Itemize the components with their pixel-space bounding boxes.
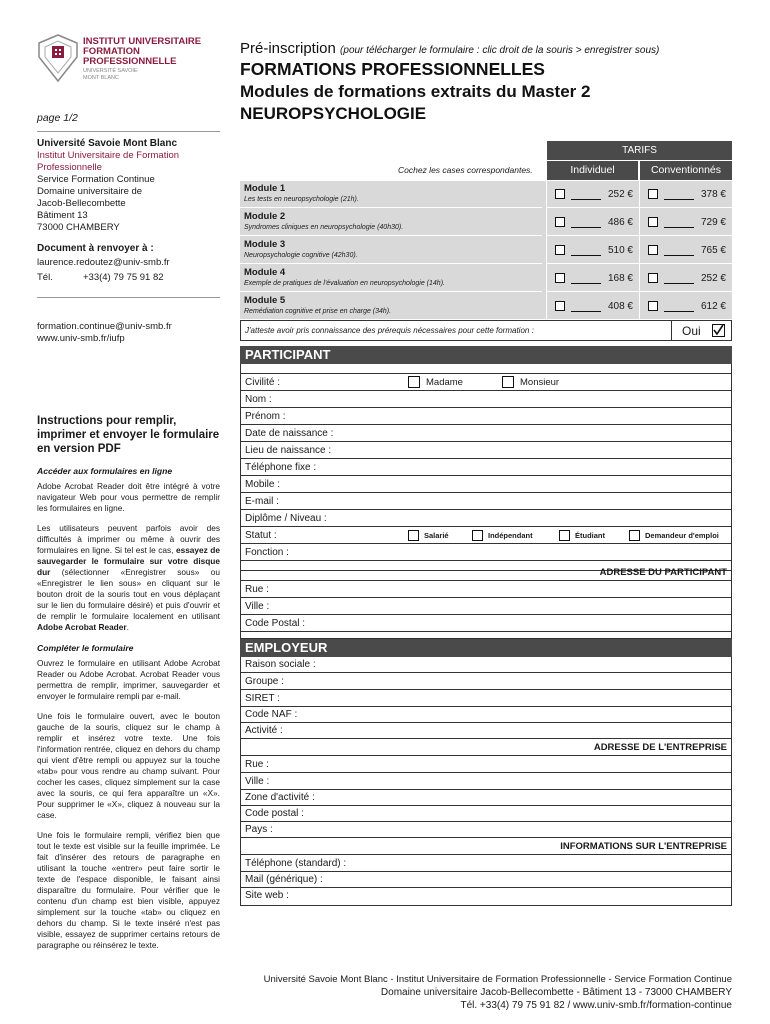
module-row: Module 4 Exemple de pratiques de l'évaluation en neuropsychologie (14h). (240, 265, 542, 292)
adresse-participant-heading: ADRESSE DU PARTICIPANT (240, 564, 732, 581)
emp-ville-field[interactable]: Ville : (240, 773, 732, 790)
divider (37, 297, 220, 298)
header-title2: Modules de formations extraits du Master 2 (240, 82, 591, 101)
footer-line2: Domaine universitaire Jacob-Bellecombette - Bâtiment 13 - 73000 CHAMBERY (380, 987, 732, 998)
zone-field[interactable]: Zone d'activité : (240, 789, 732, 806)
instructions-h1: Accéder aux formulaires en ligne (37, 466, 173, 476)
contact-org2: Institut Universitaire de Formation (37, 150, 180, 161)
activite-field[interactable]: Activité : (240, 722, 732, 739)
emp-web-field[interactable]: Site web : (245, 890, 289, 901)
price-individuel[interactable]: 252 € (547, 181, 639, 208)
contact-org1: Université Savoie Mont Blanc (37, 138, 178, 149)
logo-line5: MONT BLANC (83, 75, 119, 81)
infos-entreprise-heading: INFORMATIONS SUR L'ENTREPRISE (240, 838, 732, 855)
statut-row: Statut : (240, 527, 732, 544)
instructions-p1: Adobe Acrobat Reader doit être intégré à votre navigateur Web pour vous permettre de remplir les formulaires en ligne. (37, 481, 220, 513)
contact-line5: 73000 CHAMBERY (37, 222, 120, 233)
checkbox-icon[interactable] (559, 530, 570, 541)
contact-line1: Service Formation Continue (37, 174, 155, 185)
spacer-row (240, 364, 732, 374)
lieu-field[interactable]: Lieu de naissance : (240, 442, 732, 459)
module-row: Module 5 Remédiation cognitive et prise en charge (34h). (240, 293, 542, 320)
instructions-body (37, 466, 220, 960)
checkbox-icon[interactable] (648, 217, 658, 227)
page-header (240, 40, 659, 57)
adresse-entreprise-heading: ADRESSE DE L'ENTREPRISE (240, 739, 732, 756)
checkbox-icon[interactable] (408, 376, 420, 388)
price-individuel[interactable]: 486 € (547, 209, 639, 236)
checked-box-icon[interactable] (712, 324, 725, 337)
contact-line2: Domaine universitaire de (37, 186, 143, 197)
checkbox-icon[interactable] (648, 273, 658, 283)
pays-field[interactable]: Pays : (240, 821, 732, 838)
instructions-p5: Une fois le formulaire rempli, vérifiez bien que tout le texte est visible sur la feuille imprimée. Le fait d'insérer des retours de paragraphe en utilisant la touche «entrer» peut faire sortir le texte de l'espace disponible, le faisant ainsi disparaître du formulaire. Pour vérifier que le contenu d'un champ est bien visible, appuyez simplement sur la touche «tab» ou cliquez en dehors du champ. Si le texte inséré n'est pas visible, essayez de supprimer certains retours de paragraphe ou réinsérez le texte. (37, 830, 220, 950)
siret-field[interactable]: SIRET : (240, 690, 732, 707)
price-conventionne[interactable]: 378 € (640, 181, 732, 208)
col-conventionnes: Conventionnés (640, 161, 732, 180)
checkbox-icon[interactable] (408, 530, 419, 541)
option-independant[interactable]: Indépendant (472, 530, 533, 541)
module-row: Module 3 Neuropsychologie cognitive (42h30). (240, 237, 542, 264)
header-title3: NEUROPSYCHOLOGIE (240, 104, 427, 123)
option-demandeur[interactable]: Demandeur d'emploi (629, 530, 719, 541)
checkbox-icon[interactable] (555, 301, 565, 311)
footer-line3: Tél. +33(4) 79 75 91 82 / www.univ-smb.fr/formation-continue (460, 1000, 732, 1011)
footer (212, 973, 732, 1012)
naissance-field[interactable]: Date de naissance : (240, 425, 732, 442)
logo (37, 33, 227, 85)
contact-web[interactable]: www.univ-smb.fr/iufp (37, 333, 125, 344)
emp-tel-field[interactable]: Téléphone (standard) : (240, 855, 732, 872)
groupe-field[interactable]: Groupe : (240, 673, 732, 690)
header-hint: (pour télécharger le formulaire : clic droit de la souris > enregistrer sous) (340, 45, 660, 56)
employeur-section: EMPLOYEUR (240, 639, 732, 657)
tarifs-hint: Cochez les cases correspondantes. (398, 165, 533, 175)
price-conventionne[interactable]: 765 € (640, 237, 732, 264)
mobile-field[interactable]: Mobile : (240, 476, 732, 493)
module-row: Module 1 Les tests en neuropsychologie (21h). (240, 181, 542, 208)
price-conventionne[interactable]: 252 € (640, 265, 732, 292)
contact-email[interactable]: formation.continue@univ-smb.fr (37, 321, 172, 332)
contact-org3: Professionnelle (37, 162, 102, 173)
civilite-row: Civilité : (240, 374, 732, 391)
contact-line4: Bâtiment 13 (37, 210, 88, 221)
raison-field[interactable]: Raison sociale : (240, 656, 732, 673)
checkbox-icon[interactable] (648, 301, 658, 311)
oui-label: Oui (682, 324, 701, 338)
price-individuel[interactable]: 408 € (547, 293, 639, 320)
emp-cp-field[interactable]: Code postal : (240, 805, 732, 822)
doc-email[interactable]: laurence.redoutez@univ-smb.fr (37, 257, 170, 268)
instructions-p4: Une fois le formulaire ouvert, avec le bouton gauche de la souris, cliquez sur le champ à remplir et insérez votre texte. Une fois l'information rentrée, cliquez en dehors du champ qui vient d'être rempli ou appuyez sur la touche «tab» pour vous rendre au champ suivant. Pour cocher les cases, cliquez simplement sur la case avec la souris, ce qui fera apparaître un «X». Pour supprimer le «X», cliquez à nouveau sur la case. (37, 711, 220, 820)
checkbox-icon[interactable] (502, 376, 514, 388)
checkbox-icon[interactable] (555, 189, 565, 199)
footer-line1: Université Savoie Mont Blanc - Institut Universitaire de Formation Professionnelle - Service Formation Continue (263, 974, 732, 985)
price-conventionne[interactable]: 612 € (640, 293, 732, 320)
module-row: Module 2 Syndromes cliniques en neuropsychologie (40h30). (240, 209, 542, 236)
checkbox-icon[interactable] (629, 530, 640, 541)
logo-line1: INSTITUT UNIVERSITAIRE (83, 36, 202, 47)
doc-label: Document à renvoyer à : (37, 243, 154, 254)
contact-line3: Jacob-Bellecombette (37, 198, 126, 209)
tel-label: Tél. (37, 272, 53, 283)
logo-line2: FORMATION (83, 46, 140, 57)
option-salarie[interactable]: Salarié (408, 530, 449, 541)
checkbox-icon[interactable] (648, 245, 658, 255)
attestation-row (240, 320, 732, 341)
diplome-field[interactable]: Diplôme / Niveau : (240, 510, 732, 527)
rue-field[interactable]: Rue : (240, 581, 732, 598)
tarifs-label: TARIFS (547, 141, 732, 160)
instructions-h2: Compléter le formulaire (37, 643, 134, 653)
checkbox-icon[interactable] (555, 217, 565, 227)
price-individuel[interactable]: 168 € (547, 265, 639, 292)
cp-field[interactable]: Code Postal : (240, 615, 732, 632)
fonction-field[interactable]: Fonction : (240, 544, 732, 561)
logo-line3: PROFESSIONNELLE (83, 56, 177, 67)
ville-field[interactable]: Ville : (240, 598, 732, 615)
tel-field[interactable]: Téléphone fixe : (240, 459, 732, 476)
attestation-text: J'atteste avoir pris connaissance des prérequis nécessaires pour cette formation : (245, 326, 534, 335)
header-title1: FORMATIONS PROFESSIONNELLES (240, 59, 545, 79)
participant-section: PARTICIPANT (240, 346, 732, 364)
emp-rue-field[interactable]: Rue : (240, 756, 732, 773)
instructions-p3: Ouvrez le formulaire en utilisant Adobe Acrobat Reader ou Adobe Acrobat. Acrobat Reader vous permettra de remplir, imprimer, sauvegarder et envoyer le formulaire rempli par e-mail. (37, 658, 220, 701)
contact-block (37, 138, 222, 284)
page-number: page 1/2 (37, 112, 78, 124)
checkbox-icon[interactable] (555, 245, 565, 255)
checkbox-icon[interactable] (472, 530, 483, 541)
instructions-title: Instructions pour remplir, imprimer et envoyer le formulaire en version PDF (37, 415, 220, 455)
tel-value: +33(4) 79 75 91 82 (83, 272, 164, 283)
col-individuel: Individuel (547, 161, 639, 180)
header-prefix: Pré-inscription (240, 40, 336, 57)
naf-field[interactable]: Code NAF : (240, 706, 732, 723)
price-conventionne[interactable]: 729 € (640, 209, 732, 236)
logo-line4: UNIVERSITÉ SAVOIE (83, 68, 138, 74)
instructions-p2: Les utilisateurs peuvent parfois avoir des difficultés à imprimer ou même à ouvrir des formulaires en ligne. Si tel est le cas, essayez de sauvegarder le formulaire sur votre disque dur (sélectionner «Enregistrer sous» ou «Enregistrer le lien sous» en cliquant sur le bouton droit de la souris tout en vous déplaçant sur le lien du formulaire désiré) et puis d'ouvrir et de remplir le formulaire localement en utilisant Adobe Acrobat Reader. (37, 523, 220, 632)
option-etudiant[interactable]: Étudiant (559, 530, 605, 541)
prenom-field[interactable]: Prénom : (240, 408, 732, 425)
logo-emblem-icon (37, 33, 79, 83)
option-madame[interactable]: Madame (408, 376, 463, 388)
divider (37, 131, 220, 132)
checkbox-icon[interactable] (648, 189, 658, 199)
nom-field[interactable]: Nom : (240, 391, 732, 408)
emp-mail-field[interactable]: Mail (générique) : (240, 871, 732, 888)
checkbox-icon[interactable] (555, 273, 565, 283)
price-individuel[interactable]: 510 € (547, 237, 639, 264)
option-monsieur[interactable]: Monsieur (502, 376, 559, 388)
email-field[interactable]: E-mail : (240, 493, 732, 510)
